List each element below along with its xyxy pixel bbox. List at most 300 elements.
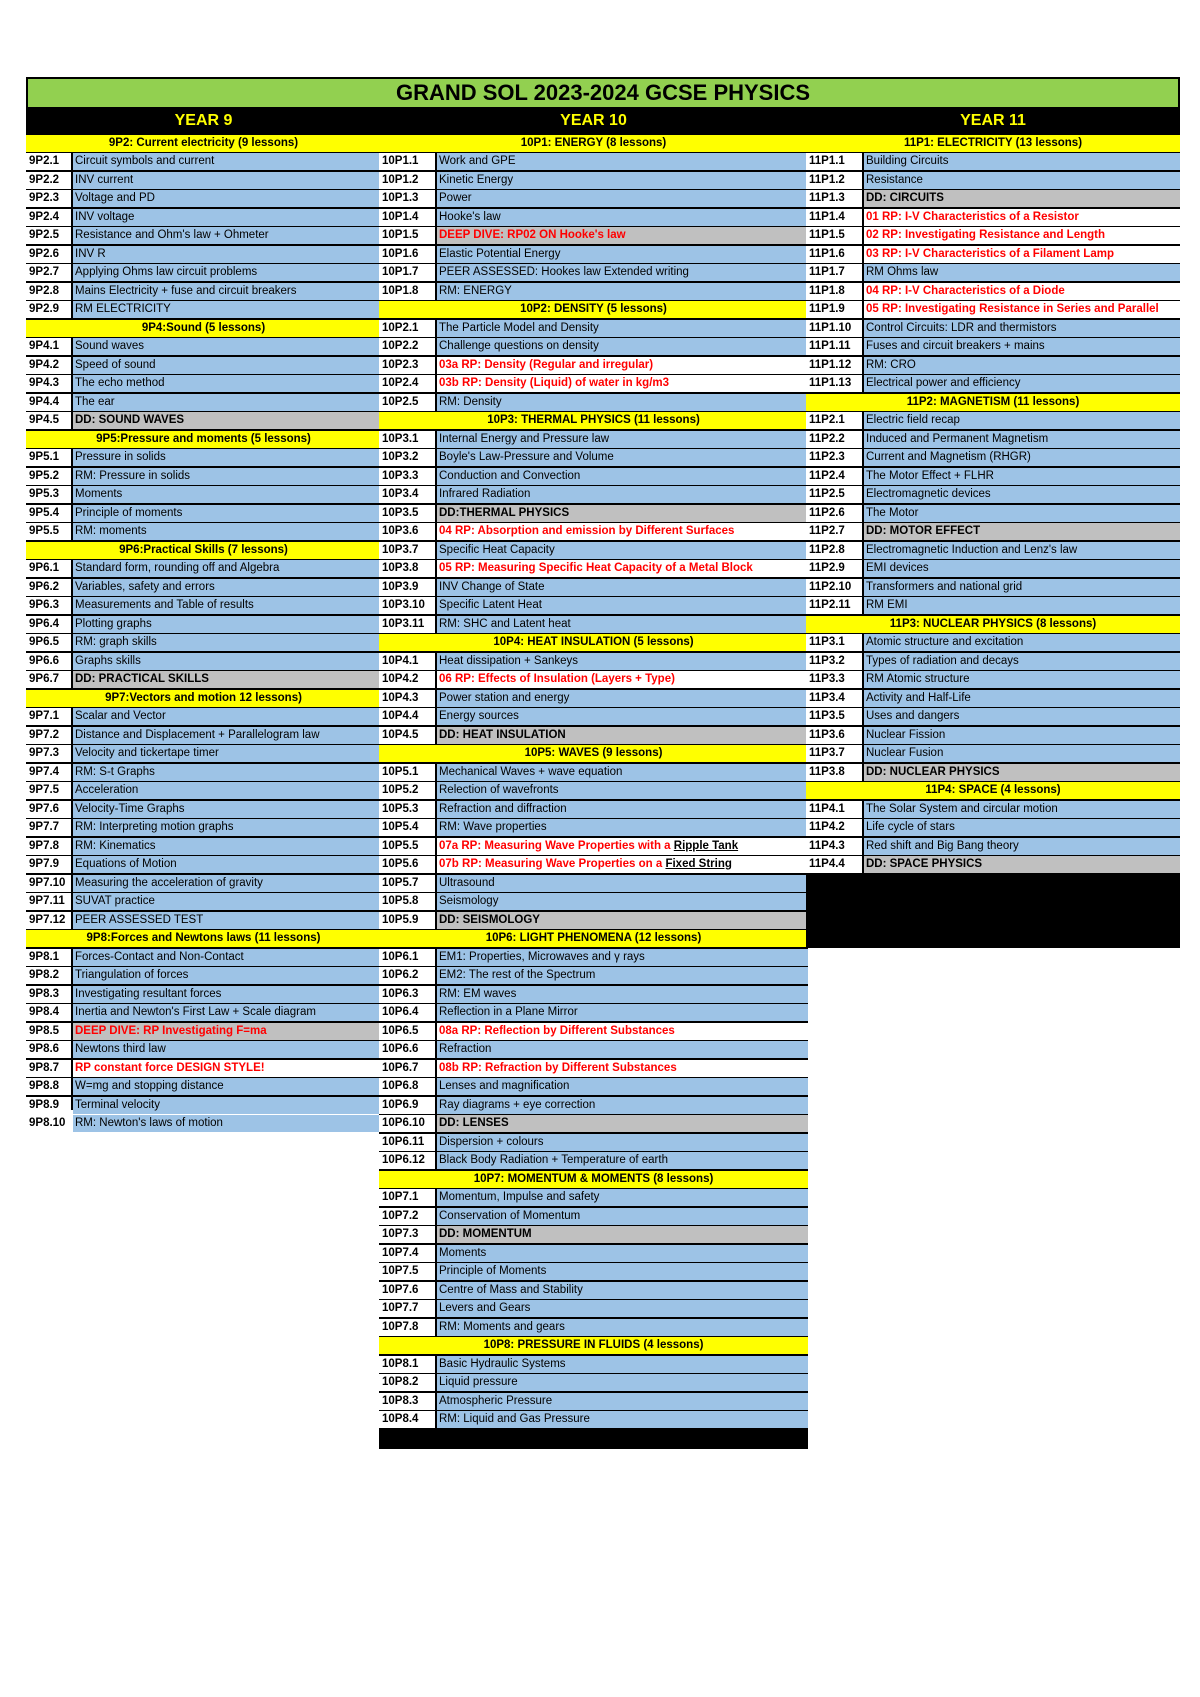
lesson-code: 11P1.7 — [806, 264, 862, 281]
lesson-title-cell — [437, 653, 808, 670]
lesson-code: 10P5.4 — [379, 819, 435, 836]
lesson-row — [26, 949, 381, 966]
lesson-title-cell — [437, 597, 808, 614]
lesson-row — [379, 1134, 808, 1151]
lesson-row — [26, 1023, 381, 1040]
lesson-row — [379, 838, 808, 855]
lesson-code: 9P5.3 — [26, 486, 71, 503]
lesson-row — [379, 875, 808, 892]
lesson-row — [26, 986, 381, 1003]
lesson-row — [806, 320, 1180, 337]
lesson-title-cell — [73, 153, 381, 170]
lesson-row — [26, 486, 381, 503]
lesson-code: 9P8.2 — [26, 967, 71, 984]
lesson-row — [26, 1115, 381, 1132]
lesson-title-cell — [437, 1226, 808, 1243]
lesson-row — [26, 264, 381, 281]
lesson-code: 9P6.3 — [26, 597, 71, 614]
lesson-title-cell — [73, 579, 381, 596]
lesson-title: 05 RP: Investigating Resistance in Series and Parallel — [866, 303, 1159, 315]
lesson-row — [379, 801, 808, 818]
lesson-code: 10P2.5 — [379, 394, 435, 411]
lesson-title-cell — [73, 375, 381, 392]
lesson-code: 10P7.3 — [379, 1226, 435, 1243]
lesson-row — [806, 523, 1180, 540]
lesson-code: 9P7.5 — [26, 782, 71, 799]
lesson-title: DEEP DIVE: RP02 ON Hooke's law — [439, 229, 626, 241]
lesson-code: 11P4.3 — [806, 838, 862, 855]
lesson-code: 11P1.10 — [806, 320, 862, 337]
lesson-title: Uses and dangers — [866, 710, 960, 722]
lesson-row — [26, 579, 381, 596]
lesson-row — [379, 1263, 808, 1280]
lesson-code: 9P6.6 — [26, 653, 71, 670]
lesson-title-cell — [864, 412, 1180, 429]
lesson-title: RM: Moments and gears — [439, 1320, 565, 1333]
lesson-title: Ultrasound — [439, 876, 495, 889]
lesson-row — [806, 357, 1180, 374]
lesson-code: 10P5.3 — [379, 801, 435, 818]
lesson-code: 10P7.6 — [379, 1282, 435, 1299]
lesson-code: 11P2.3 — [806, 449, 862, 466]
lesson-title-cell — [437, 1023, 808, 1040]
lesson-code: 10P7.8 — [379, 1319, 435, 1336]
lesson-title-cell — [73, 949, 381, 966]
lesson-title-cell — [73, 801, 381, 818]
lesson-title: RM: Liquid and Gas Pressure — [439, 1413, 590, 1425]
lesson-title: Life cycle of stars — [866, 821, 955, 833]
lesson-row — [806, 634, 1180, 651]
lesson-row — [379, 209, 808, 226]
lesson-code: 11P3.2 — [806, 653, 862, 670]
lesson-row — [26, 1004, 381, 1021]
lesson-row — [379, 1319, 808, 1336]
lesson-title-cell — [437, 338, 808, 355]
lesson-title: DD: SEISMOLOGY — [439, 913, 540, 926]
lesson-title-cell — [437, 819, 808, 836]
lesson-row — [806, 338, 1180, 355]
lesson-row — [806, 172, 1180, 189]
unit-header: 9P2: Current electricity (9 lessons) — [26, 135, 381, 152]
year-10-column — [379, 109, 808, 1449]
lesson-row — [26, 190, 381, 207]
lesson-title: DD: HEAT INSULATION — [439, 728, 566, 741]
lesson-title-cell — [437, 1041, 808, 1058]
lesson-row — [806, 375, 1180, 392]
lesson-row — [26, 153, 381, 170]
lesson-row — [379, 616, 808, 633]
lesson-title-cell — [73, 653, 381, 670]
lesson-title-cell — [864, 320, 1180, 337]
lesson-code: 9P4.2 — [26, 357, 71, 374]
lesson-title-cell — [864, 227, 1180, 244]
lesson-code: 9P2.5 — [26, 227, 71, 244]
lesson-title-cell — [864, 560, 1180, 577]
lesson-title-cell — [864, 745, 1180, 762]
lesson-row — [806, 301, 1180, 318]
lesson-row — [806, 486, 1180, 503]
lesson-title-cell — [437, 838, 808, 855]
lesson-code: 10P5.6 — [379, 856, 435, 873]
lesson-title: EM2: The rest of the Spectrum — [439, 969, 596, 981]
lesson-title-cell — [437, 1282, 808, 1299]
lesson-row — [26, 505, 381, 522]
lesson-title-cell — [73, 1041, 381, 1058]
lesson-code: 10P5.7 — [379, 875, 435, 892]
lesson-code: 9P7.3 — [26, 745, 71, 762]
lesson-title: Power — [439, 192, 472, 204]
lesson-title: INV R — [75, 247, 106, 260]
lesson-row — [26, 616, 381, 633]
lesson-title: Challenge questions on density — [439, 340, 599, 352]
lesson-code: 10P1.5 — [379, 227, 435, 244]
unit-header: 9P7:Vectors and motion 12 lessons) — [26, 690, 381, 707]
lesson-title-cell — [864, 597, 1180, 614]
lesson-title-cell — [437, 579, 808, 596]
lesson-row — [379, 949, 808, 966]
lesson-title: INV voltage — [75, 210, 135, 223]
lesson-title-cell — [864, 283, 1180, 300]
lesson-row — [379, 375, 808, 392]
lesson-title-cell — [437, 1189, 808, 1206]
lesson-title: Basic Hydraulic Systems — [439, 1357, 566, 1370]
lesson-title: Newtons third law — [75, 1043, 166, 1055]
lesson-code: 10P7.4 — [379, 1245, 435, 1262]
lesson-code: 10P1.8 — [379, 283, 435, 300]
lesson-title: RM Ohms law — [866, 266, 939, 278]
lesson-code: 10P7.5 — [379, 1263, 435, 1280]
lesson-title-cell — [864, 153, 1180, 170]
lesson-title: Nuclear Fusion — [866, 747, 944, 759]
lesson-row — [379, 523, 808, 540]
lesson-code: 10P7.2 — [379, 1208, 435, 1225]
lesson-title-cell — [437, 264, 808, 281]
lesson-row — [379, 1023, 808, 1040]
lesson-title: Kinetic Energy — [439, 173, 514, 186]
lesson-title: The Solar System and circular motion — [866, 802, 1058, 815]
lesson-title: DD: PRACTICAL SKILLS — [75, 673, 209, 685]
lesson-title: W=mg and stopping distance — [75, 1080, 224, 1092]
lesson-title-cell — [864, 579, 1180, 596]
lesson-code: 10P1.6 — [379, 246, 435, 263]
lesson-row — [379, 1060, 808, 1077]
lesson-title: EMI devices — [866, 562, 929, 574]
lesson-title: Moments — [75, 488, 123, 500]
lesson-code: 11P1.3 — [806, 190, 862, 207]
lesson-title-cell — [437, 1004, 808, 1021]
lesson-title-cell — [437, 727, 808, 744]
lesson-code: 11P1.6 — [806, 246, 862, 263]
lesson-code: 9P8.8 — [26, 1078, 71, 1095]
lesson-title-cell — [437, 486, 808, 503]
lesson-title: Induced and Permanent Magnetism — [866, 432, 1049, 445]
lesson-title: Electrical power and efficiency — [866, 377, 1021, 389]
lesson-row — [379, 1411, 808, 1428]
lesson-title: Electromagnetic Induction and Lenz's law — [866, 543, 1078, 556]
lesson-row — [26, 1097, 381, 1114]
lesson-title-cell — [864, 486, 1180, 503]
lesson-row — [806, 690, 1180, 707]
lesson-title-cell — [73, 357, 381, 374]
lesson-code: 9P7.4 — [26, 764, 71, 781]
lesson-title-cell — [437, 1263, 808, 1280]
lesson-title: Activity and Half-Life — [866, 691, 971, 704]
lesson-row — [379, 505, 808, 522]
lesson-code: 10P5.9 — [379, 912, 435, 929]
lesson-code: 9P5.4 — [26, 505, 71, 522]
lesson-code: 11P2.1 — [806, 412, 862, 429]
lesson-title-cell — [437, 1245, 808, 1262]
lesson-row — [26, 209, 381, 226]
lesson-row — [379, 764, 808, 781]
lesson-row — [26, 875, 381, 892]
lesson-title-cell — [73, 838, 381, 855]
lesson-title-cell — [73, 856, 381, 873]
lesson-code: 11P3.1 — [806, 634, 862, 651]
lesson-title-cell — [437, 172, 808, 189]
lesson-code: 10P2.2 — [379, 338, 435, 355]
lesson-title: RP constant force DESIGN STYLE! — [75, 1061, 265, 1074]
lesson-code: 10P4.1 — [379, 653, 435, 670]
lesson-title-cell — [73, 301, 381, 318]
lesson-row — [806, 597, 1180, 614]
lesson-code: 9P7.10 — [26, 875, 71, 892]
lesson-title-cell — [73, 727, 381, 744]
unit-header: 10P1: ENERGY (8 lessons) — [379, 135, 808, 152]
lesson-title: 07a RP: Measuring Wave Properties with a — [439, 839, 674, 852]
lesson-title-cell — [864, 838, 1180, 855]
lesson-title-cell — [864, 542, 1180, 559]
lesson-row — [379, 1115, 808, 1132]
lesson-row — [806, 560, 1180, 577]
lesson-row — [806, 801, 1180, 818]
lesson-title: Pressure in solids — [75, 451, 166, 463]
lesson-code: 10P6.8 — [379, 1078, 435, 1095]
lesson-title: Moments — [439, 1246, 487, 1259]
lesson-title-cell — [73, 283, 381, 300]
lesson-code: 11P1.8 — [806, 283, 862, 300]
lesson-title-cell — [864, 209, 1180, 226]
lesson-title-cell — [437, 893, 808, 910]
lesson-title: 02 RP: Investigating Resistance and Length — [866, 229, 1105, 241]
lesson-row — [26, 246, 381, 263]
lesson-title-cell — [864, 172, 1180, 189]
lesson-title-cell — [437, 671, 808, 688]
lesson-code: 10P1.4 — [379, 209, 435, 226]
lesson-title: Distance and Displacement + Parallelogram law — [75, 728, 320, 741]
lesson-row — [379, 1189, 808, 1206]
lesson-code: 11P1.9 — [806, 301, 862, 318]
lesson-title-cell — [73, 1115, 381, 1132]
lesson-row — [26, 671, 381, 688]
lesson-title: Plotting graphs — [75, 617, 152, 630]
lesson-title-cell — [437, 616, 808, 633]
lesson-title-cell — [437, 1393, 808, 1410]
lesson-title-cell — [864, 727, 1180, 744]
lesson-title-cell — [437, 190, 808, 207]
year-heading: YEAR 9 — [174, 112, 233, 129]
lesson-row — [806, 579, 1180, 596]
unit-header: 11P3: NUCLEAR PHYSICS (8 lessons) — [806, 616, 1180, 633]
lesson-title: RM: Pressure in solids — [75, 469, 191, 482]
lesson-code: 9P8.6 — [26, 1041, 71, 1058]
lesson-title-cell — [864, 764, 1180, 781]
lesson-row — [379, 653, 808, 670]
lesson-code: 10P7.1 — [379, 1189, 435, 1206]
lesson-row — [379, 486, 808, 503]
lesson-title: Triangulation of forces — [75, 969, 189, 981]
lesson-title: 05 RP: Measuring Specific Heat Capacity of a Metal Block — [439, 562, 753, 574]
lesson-title-cell — [437, 449, 808, 466]
lesson-title-cell — [73, 967, 381, 984]
lesson-code: 10P1.3 — [379, 190, 435, 207]
lesson-title-cell — [437, 1134, 808, 1151]
lesson-title-cell — [73, 616, 381, 633]
lesson-code: 10P3.7 — [379, 542, 435, 559]
lesson-code: 10P3.11 — [379, 616, 435, 633]
lesson-title-cell — [73, 468, 381, 485]
lesson-row — [806, 449, 1180, 466]
lesson-title: Energy sources — [439, 710, 519, 722]
lesson-title: Momentum, Impulse and safety — [439, 1191, 600, 1203]
lesson-title: DD: CIRCUITS — [866, 192, 944, 204]
lesson-code: 10P5.2 — [379, 782, 435, 799]
lesson-title: 03b RP: Density (Liquid) of water in kg/m3 — [439, 377, 670, 389]
lesson-row — [379, 542, 808, 559]
lesson-code: 10P4.3 — [379, 690, 435, 707]
lesson-code: 9P8.1 — [26, 949, 71, 966]
lesson-title: Boyle's Law-Pressure and Volume — [439, 451, 614, 463]
lesson-title-cell — [437, 523, 808, 540]
lesson-code: 9P7.6 — [26, 801, 71, 818]
lesson-code: 11P1.1 — [806, 153, 862, 170]
lesson-row — [26, 819, 381, 836]
lesson-title-cell — [73, 190, 381, 207]
lesson-code: 11P2.2 — [806, 431, 862, 448]
lesson-code: 10P8.4 — [379, 1411, 435, 1428]
lesson-code: 9P6.5 — [26, 634, 71, 651]
unit-header: 9P6:Practical Skills (7 lessons) — [26, 542, 381, 559]
lesson-code: 11P2.9 — [806, 560, 862, 577]
lesson-title: RM: EM waves — [439, 987, 517, 1000]
lesson-code: 9P5.2 — [26, 468, 71, 485]
lesson-title: Electromagnetic devices — [866, 488, 991, 500]
lesson-title: 08b RP: Refraction by Different Substances — [439, 1061, 677, 1074]
lesson-row — [379, 560, 808, 577]
unit-header: 9P4:Sound (5 lessons) — [26, 320, 381, 337]
lesson-row — [26, 560, 381, 577]
lesson-code: 9P8.10 — [26, 1115, 71, 1132]
lesson-title-cell — [864, 357, 1180, 374]
lesson-row — [26, 283, 381, 300]
lesson-title: Elastic Potential Energy — [439, 247, 561, 260]
lesson-title-cell — [437, 431, 808, 448]
lesson-code: 11P3.3 — [806, 671, 862, 688]
lesson-title: Electric field recap — [866, 414, 960, 426]
lesson-title: The Particle Model and Density — [439, 321, 599, 334]
lesson-title-cell — [73, 172, 381, 189]
lesson-row — [379, 1208, 808, 1225]
lesson-title: Red shift and Big Bang theory — [866, 839, 1019, 852]
lesson-row — [806, 431, 1180, 448]
lesson-code: 9P6.4 — [26, 616, 71, 633]
lesson-title-cell — [437, 1319, 808, 1336]
lesson-row — [806, 764, 1180, 781]
lesson-row — [26, 782, 381, 799]
lesson-title: Current and Magnetism (RHGR) — [866, 451, 1031, 463]
lesson-code: 10P3.4 — [379, 486, 435, 503]
lesson-title-cell — [73, 745, 381, 762]
lesson-title-cell — [864, 690, 1180, 707]
lesson-code: 11P1.4 — [806, 209, 862, 226]
lesson-title: 03 RP: I-V Characteristics of a Filament Lamp — [866, 247, 1114, 260]
lesson-row — [26, 856, 381, 873]
lesson-code: 10P2.1 — [379, 320, 435, 337]
lesson-row — [379, 893, 808, 910]
lesson-row — [379, 1393, 808, 1410]
lesson-title-cell — [73, 505, 381, 522]
lesson-code: 10P6.2 — [379, 967, 435, 984]
lesson-title: DD: SPACE PHYSICS — [866, 858, 983, 870]
lesson-row — [806, 153, 1180, 170]
lesson-code: 9P8.5 — [26, 1023, 71, 1040]
lesson-code: 9P2.7 — [26, 264, 71, 281]
lesson-row — [26, 708, 381, 725]
lesson-title-cell — [864, 375, 1180, 392]
lesson-title: 07b RP: Measuring Wave Properties on a — [439, 858, 666, 870]
year-11-column — [806, 109, 1180, 948]
lesson-code: 9P2.4 — [26, 209, 71, 226]
lesson-title: DD: SOUND WAVES — [75, 414, 185, 426]
lesson-title-cell — [437, 782, 808, 799]
lesson-title: Ray diagrams + eye correction — [439, 1098, 596, 1111]
lesson-row — [379, 1041, 808, 1058]
lesson-title-cell — [864, 634, 1180, 651]
lesson-title-cell — [73, 893, 381, 910]
lesson-code: 10P4.2 — [379, 671, 435, 688]
lesson-title: RM: Interpreting motion graphs — [75, 821, 234, 833]
curriculum-sheet — [26, 77, 1180, 1425]
lesson-title-cell — [437, 1097, 808, 1114]
lesson-title: RM Atomic structure — [866, 673, 970, 685]
lesson-title-cell — [437, 1152, 808, 1169]
lesson-title: 06 RP: Effects of Insulation (Layers + Type) — [439, 673, 675, 685]
lesson-title: The echo method — [75, 377, 165, 389]
lesson-title-cell — [73, 227, 381, 244]
lesson-row — [26, 801, 381, 818]
lesson-row — [379, 357, 808, 374]
lesson-code: 10P5.1 — [379, 764, 435, 781]
lesson-title-cell — [73, 486, 381, 503]
lesson-title-cell — [864, 301, 1180, 318]
lesson-code: 9P4.4 — [26, 394, 71, 411]
lesson-title: RM: Wave properties — [439, 821, 547, 833]
lesson-title-cell — [437, 856, 808, 873]
lesson-title: Specific Latent Heat — [439, 599, 542, 611]
lesson-code: 10P6.12 — [379, 1152, 435, 1169]
lesson-title: RM ELECTRICITY — [75, 303, 171, 315]
lesson-code: 10P8.1 — [379, 1356, 435, 1373]
lesson-title-cell — [437, 394, 808, 411]
lesson-row — [379, 1356, 808, 1373]
lesson-title: Speed of sound — [75, 358, 156, 371]
lesson-title-cell — [437, 1115, 808, 1132]
lesson-row — [379, 283, 808, 300]
lesson-row — [26, 764, 381, 781]
lesson-code: 10P2.4 — [379, 375, 435, 392]
unit-header: 11P2: MAGNETISM (11 lessons) — [806, 394, 1180, 411]
lesson-code: 10P5.8 — [379, 893, 435, 910]
